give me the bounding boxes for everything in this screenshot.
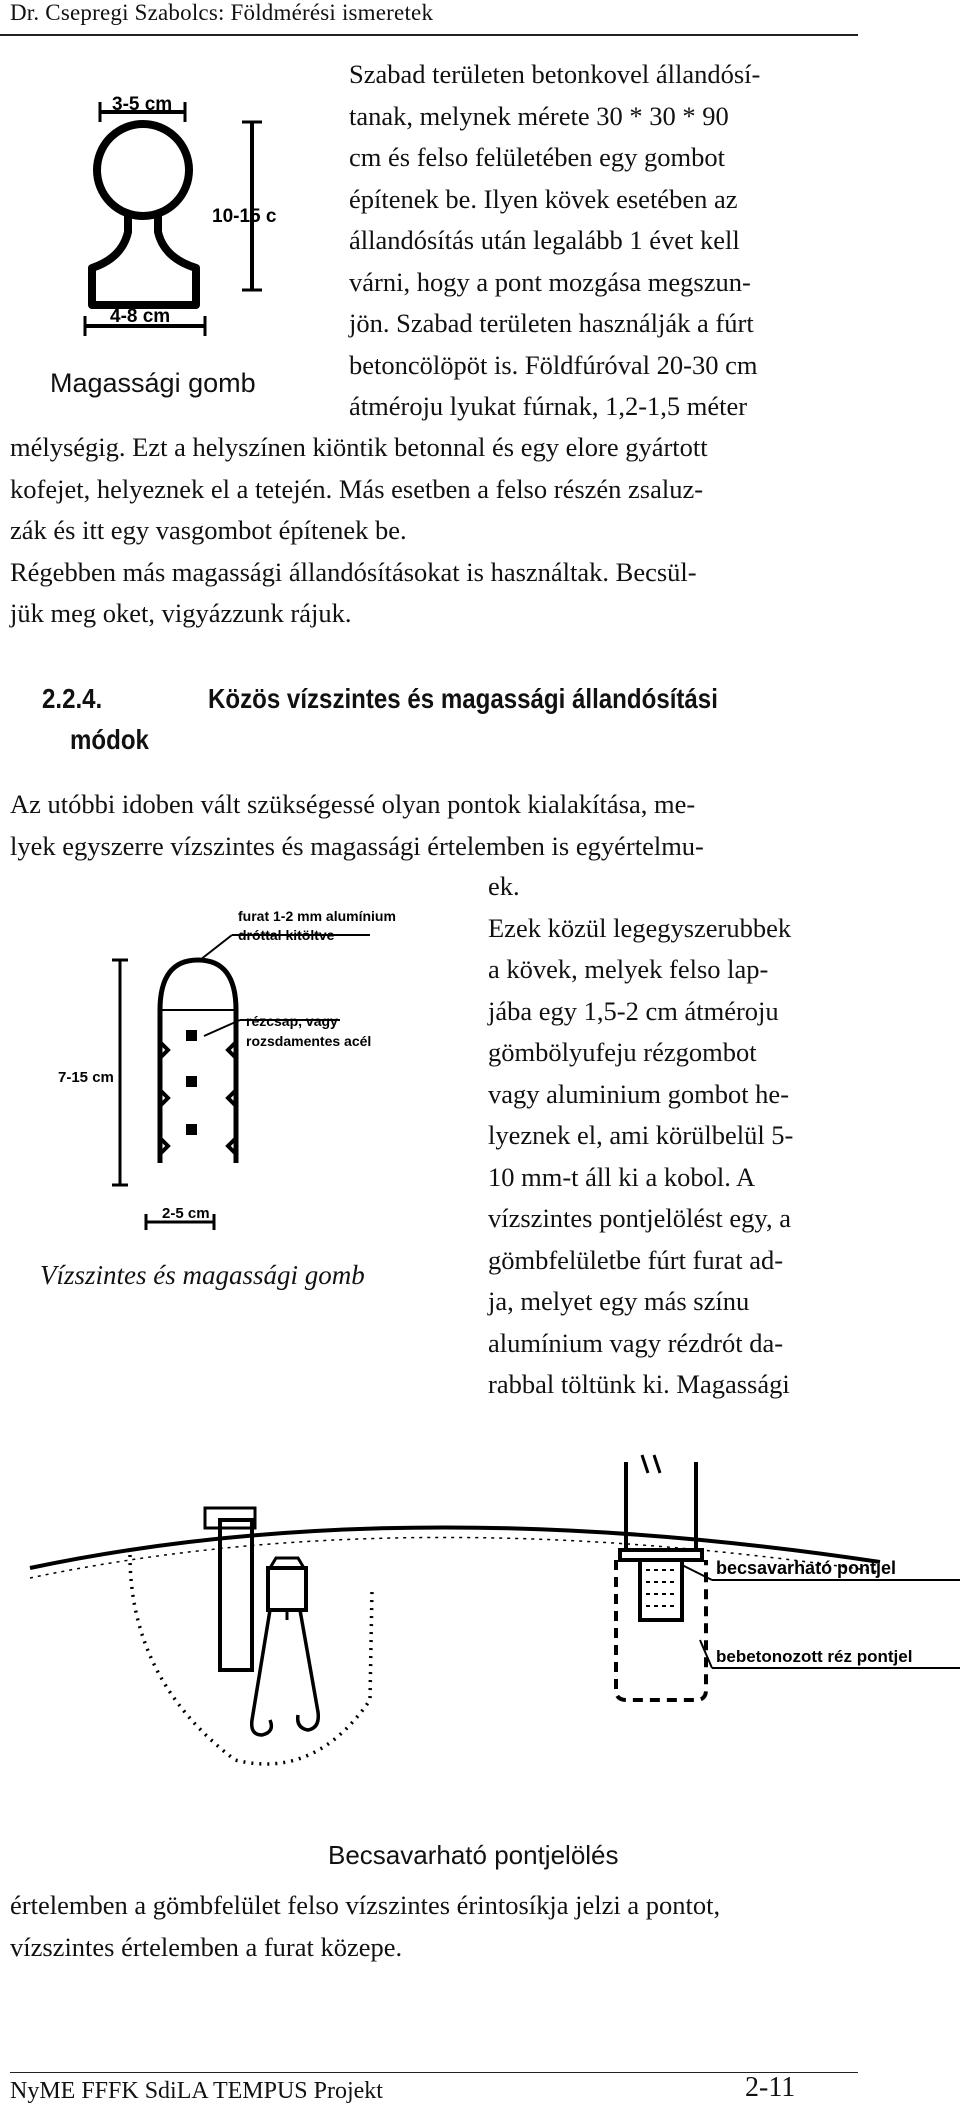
fig2-label-bottom: 2-5 cm	[162, 1205, 210, 1222]
text-line: vagy aluminium gombot he-	[488, 1078, 790, 1109]
fig2-label-top1: furat 1-2 mm alumínium	[238, 908, 396, 924]
text-line: állandósítás után legalább 1 évet kell	[349, 225, 740, 255]
text-line: cm és felso felületében egy gombot	[349, 142, 726, 172]
section-number: 2.2.4.	[42, 683, 103, 714]
section-title-line2: módok	[70, 724, 149, 755]
text-line: alumínium vagy rézdrót da-	[488, 1327, 784, 1358]
fig1-label-side: 10-15 c	[212, 206, 277, 227]
text-line: lyeznek el, ami körülbelül 5-	[488, 1120, 794, 1150]
text-line: Szabad területen betonkovel állandósí-	[349, 59, 761, 89]
text-line: tanak, melynek mérete 30 * 30 * 90	[349, 100, 729, 131]
page-number: 2-11	[745, 2072, 796, 2103]
fig1-caption: Magassági gomb	[50, 368, 256, 398]
text-line: jába egy 1,5-2 cm átméroju	[488, 995, 779, 1026]
text-line: ja, melyet egy más színu	[488, 1286, 750, 1316]
para3	[10, 1885, 860, 1968]
text-line: gömbfelületbe fúrt furat ad-	[488, 1244, 784, 1275]
para2-right-column	[488, 866, 858, 1406]
text-line: mélységig. Ezt a helyszínen kiöntik betonnal és egy elore gyártott	[10, 432, 708, 462]
para2-full	[10, 784, 860, 867]
text-line: Régebben más magassági állandósításokat is használtak. Becsül-	[10, 556, 697, 587]
text-line: 10 mm-t áll ki a kobol. A	[488, 1161, 756, 1192]
footer-rule	[10, 2072, 858, 2073]
text-line: betoncölöpöt is. Földfúróval 20-30 cm	[349, 349, 758, 380]
fig2-label-top2: dróttal kitöltve	[238, 927, 335, 943]
text-line: várni, hogy a pont mozgása megszun-	[349, 266, 751, 297]
text-line: ek.	[488, 871, 520, 901]
text-line: vízszintes értelemben a furat közepe.	[10, 1931, 403, 1962]
fig3-label1: becsavarható pontjel	[716, 1558, 897, 1578]
fig3-label2: bebetonozott réz pontjel	[716, 1647, 913, 1666]
text-line: Ezek közül legegyszerubbek	[488, 912, 792, 943]
text-line: lyek egyszerre vízszintes és magassági értelemben is egyértelmu-	[10, 830, 704, 861]
section-title-line1: Közös vízszintes és magassági állandósítási	[208, 683, 718, 714]
text-line: értelemben a gömbfelület felso vízszintes érintosíkja jelzi a pontot,	[10, 1890, 721, 1920]
text-line: jük meg oket, vigyázzunk rájuk.	[10, 598, 352, 628]
fig2-label-mid2: rozsdamentes acél	[246, 1033, 372, 1049]
text-line: kofejet, helyeznek el a tetején. Más esetben a felso részén zsaluz-	[10, 473, 704, 504]
text-line: építenek be. Ilyen kövek esetében az	[349, 183, 738, 214]
footer-project: NyME FFFK SdiLA TEMPUS Projekt	[10, 2078, 383, 2104]
text-line: a kövek, melyek felso lap-	[488, 954, 769, 984]
fig3-caption: Becsavarható pontjelölés	[328, 1840, 619, 1870]
text-line: rabbal töltünk ki. Magassági	[488, 1369, 790, 1399]
fig2-caption: Vízszintes és magassági gomb	[40, 1260, 365, 1290]
text-line: Az utóbbi idoben vált szükségessé olyan pontok kialakítása, me-	[10, 789, 696, 819]
text-line: vízszintes pontjelölést egy, a	[488, 1203, 791, 1233]
fig2-label-side: 7-15 cm	[58, 1069, 114, 1086]
fig2-label-mid1: rézcsap, vagy	[246, 1013, 338, 1029]
text-line: zák és itt egy vasgombot építenek be.	[10, 515, 407, 545]
text-line: gömbölyufeju rézgombot	[488, 1037, 757, 1067]
page-header: Dr. Csepregi Szabolcs: Földmérési ismeretek	[10, 0, 434, 25]
text-line: átméroju lyukat fúrnak, 1,2-1,5 méter	[349, 391, 748, 421]
fig1-label-top: 3-5 cm	[112, 94, 173, 115]
text-line: jön. Szabad területen használják a fúrt	[349, 308, 754, 338]
fig1-label-bottom: 4-8 cm	[110, 306, 171, 327]
